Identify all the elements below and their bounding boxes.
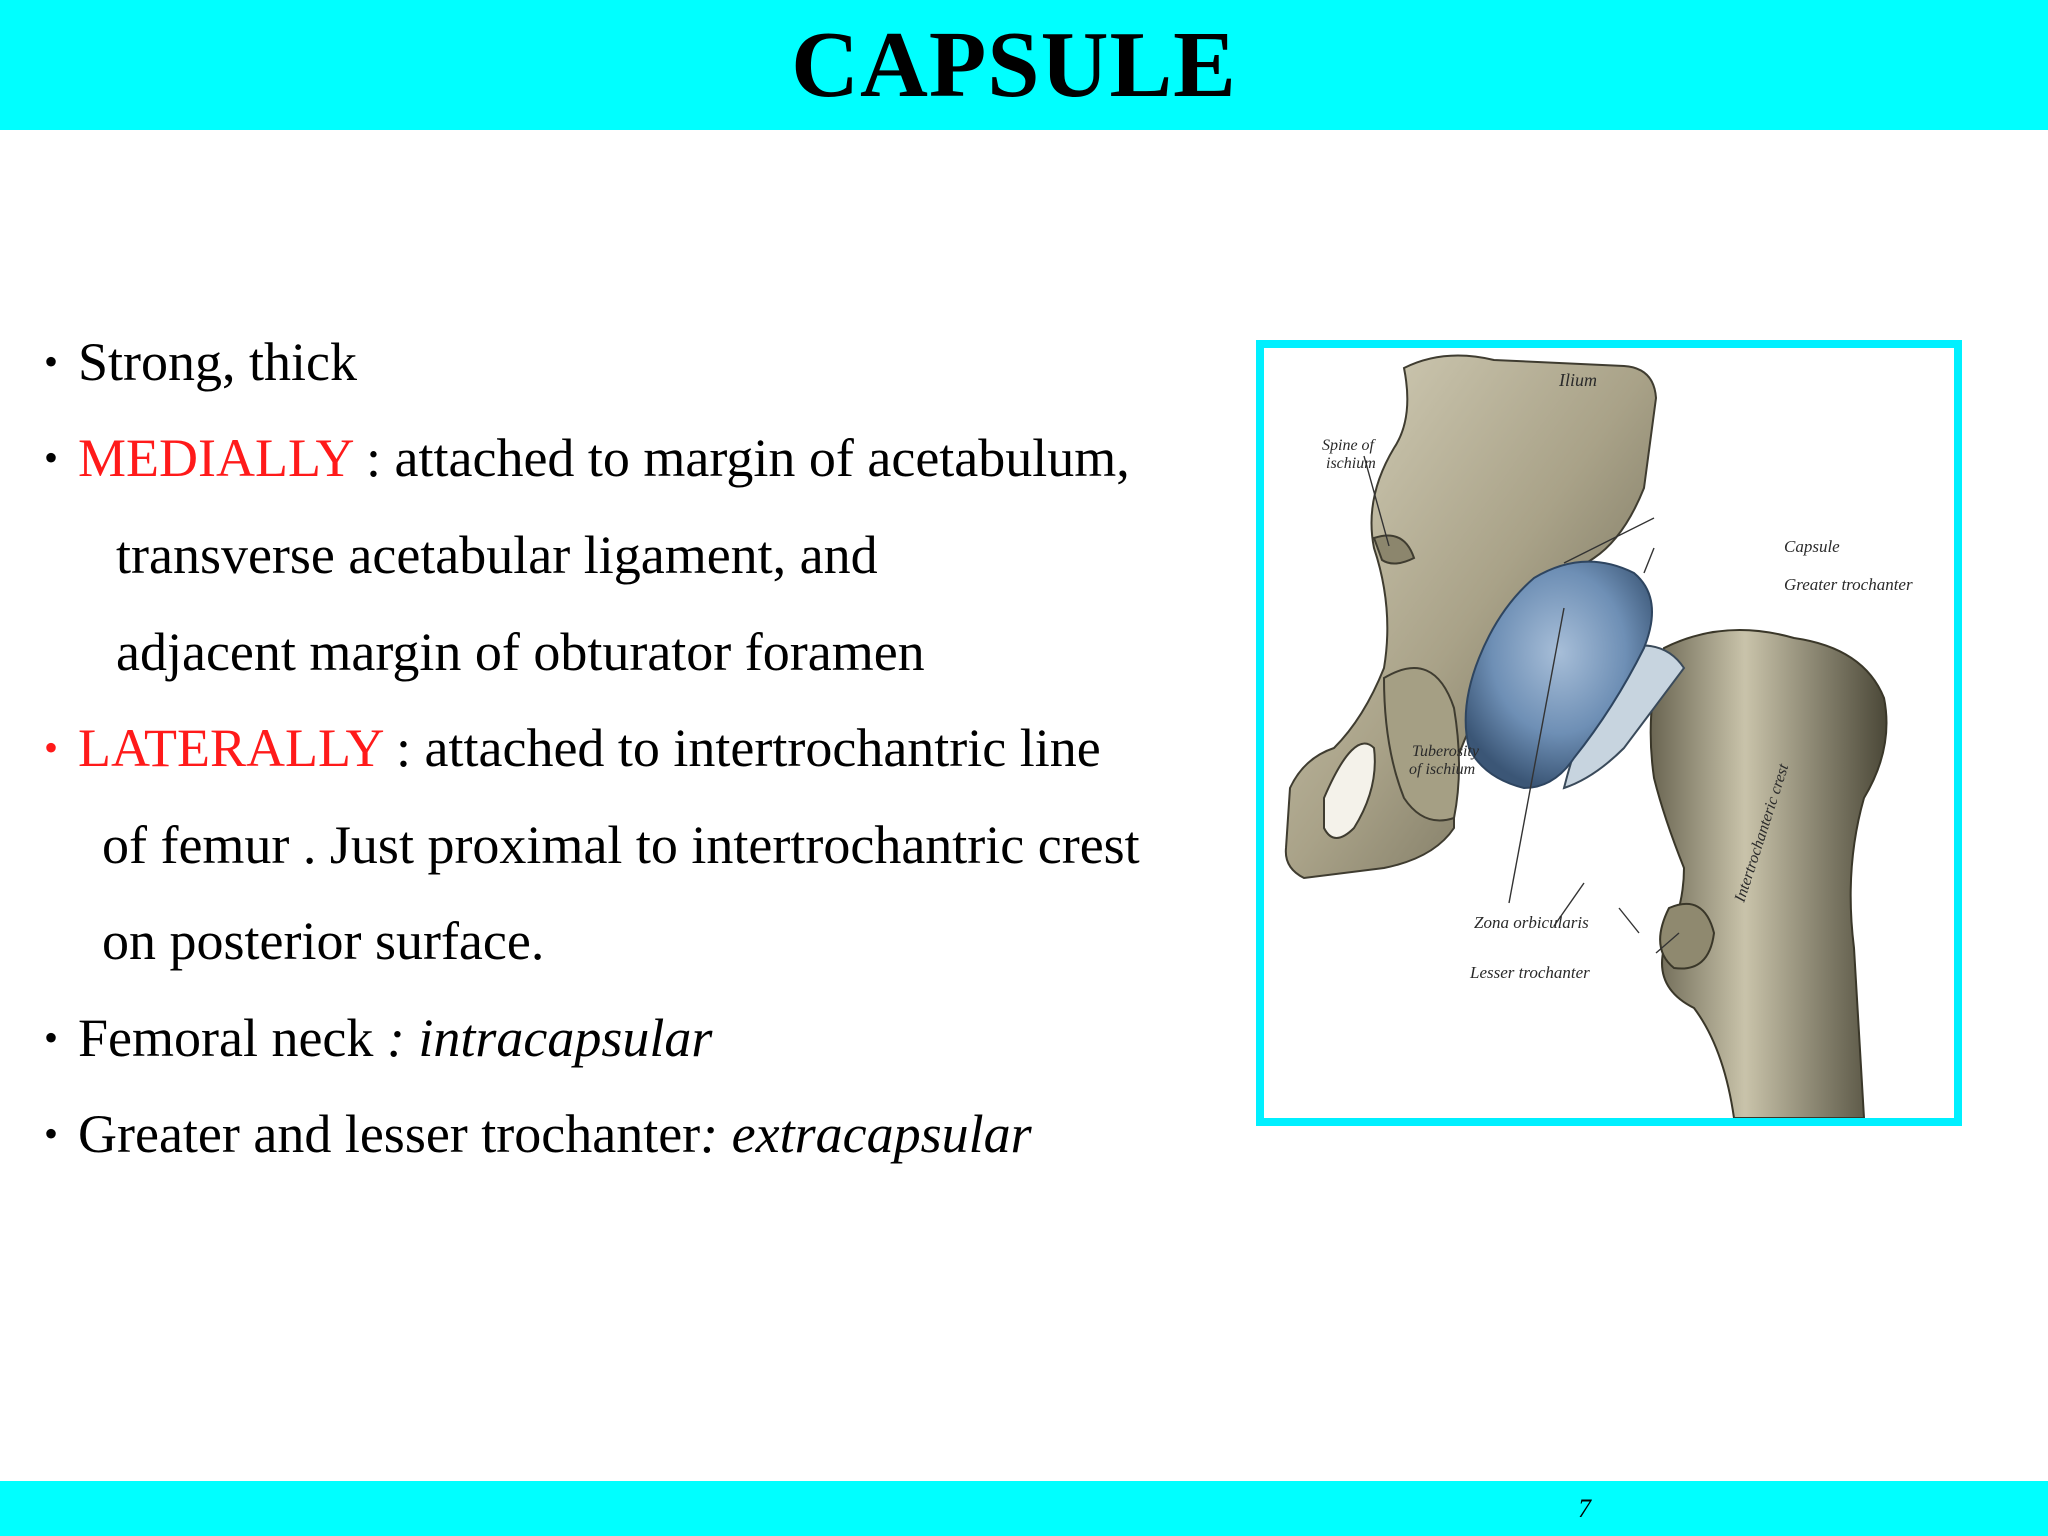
label-tuberosity: Tuberosity bbox=[1412, 743, 1479, 760]
label-ilium: Ilium bbox=[1559, 370, 1597, 390]
bullet-italic: : extracapsular bbox=[700, 1104, 1032, 1164]
bullet-laterally bbox=[44, 716, 1101, 780]
label-zona-orbicularis: Zona orbicularis bbox=[1474, 913, 1589, 932]
label-greater-trochanter: Greater trochanter bbox=[1784, 575, 1913, 594]
hip-capsule-figure bbox=[1256, 340, 1962, 1126]
label-spine-of-ischium-2: ischium bbox=[1326, 455, 1376, 472]
bullet-text: Femoral neck bbox=[78, 1008, 374, 1068]
bullet-dot: • bbox=[44, 1111, 59, 1156]
bullet-continuation: on posterior surface. bbox=[102, 911, 545, 971]
bullet-trochanters bbox=[44, 1102, 1032, 1166]
label-of-ischium: of ischium bbox=[1409, 761, 1476, 778]
bullet-strong-thick bbox=[44, 330, 357, 394]
label-lesser-trochanter: Lesser trochanter bbox=[1470, 963, 1590, 982]
label-intertrochanteric-crest: Intertrochanteric crest bbox=[1731, 761, 1793, 905]
bullet-femoral-neck bbox=[44, 1006, 712, 1070]
slide-title: CAPSULE bbox=[791, 13, 1237, 117]
bullet-dot: • bbox=[44, 725, 59, 770]
footer-bar bbox=[0, 1481, 2048, 1536]
page-number: 7 bbox=[1578, 1494, 1591, 1523]
hip-joint-illustration bbox=[1264, 348, 1954, 1118]
bullet-text: Greater and lesser trochanter bbox=[78, 1104, 701, 1164]
bullet-text: : attached to margin of acetabulum, bbox=[352, 428, 1130, 488]
label-capsule: Capsule bbox=[1784, 537, 1840, 556]
bullet-text: Strong, thick bbox=[78, 332, 357, 392]
bullet-continuation: of femur . Just proximal to intertrochantric crest bbox=[102, 815, 1140, 875]
bullet-dot: • bbox=[44, 1015, 59, 1060]
bullet-medially bbox=[44, 426, 1130, 490]
label-spine-of-ischium: Spine of bbox=[1322, 437, 1374, 454]
bullet-text: : attached to intertrochantric line bbox=[382, 718, 1101, 778]
bullet-continuation: adjacent margin of obturator foramen bbox=[116, 622, 925, 682]
bullet-dot: • bbox=[44, 339, 59, 384]
bullet-dot: • bbox=[44, 435, 59, 480]
bullet-lead-medially: MEDIALLY bbox=[78, 428, 353, 488]
bullet-italic: : intracapsular bbox=[373, 1008, 713, 1068]
title-bar bbox=[0, 0, 2048, 130]
femur-shape bbox=[1651, 630, 1887, 1118]
bullet-lead-laterally: LATERALLY bbox=[78, 718, 383, 778]
bullet-continuation: transverse acetabular ligament, and bbox=[116, 525, 878, 585]
